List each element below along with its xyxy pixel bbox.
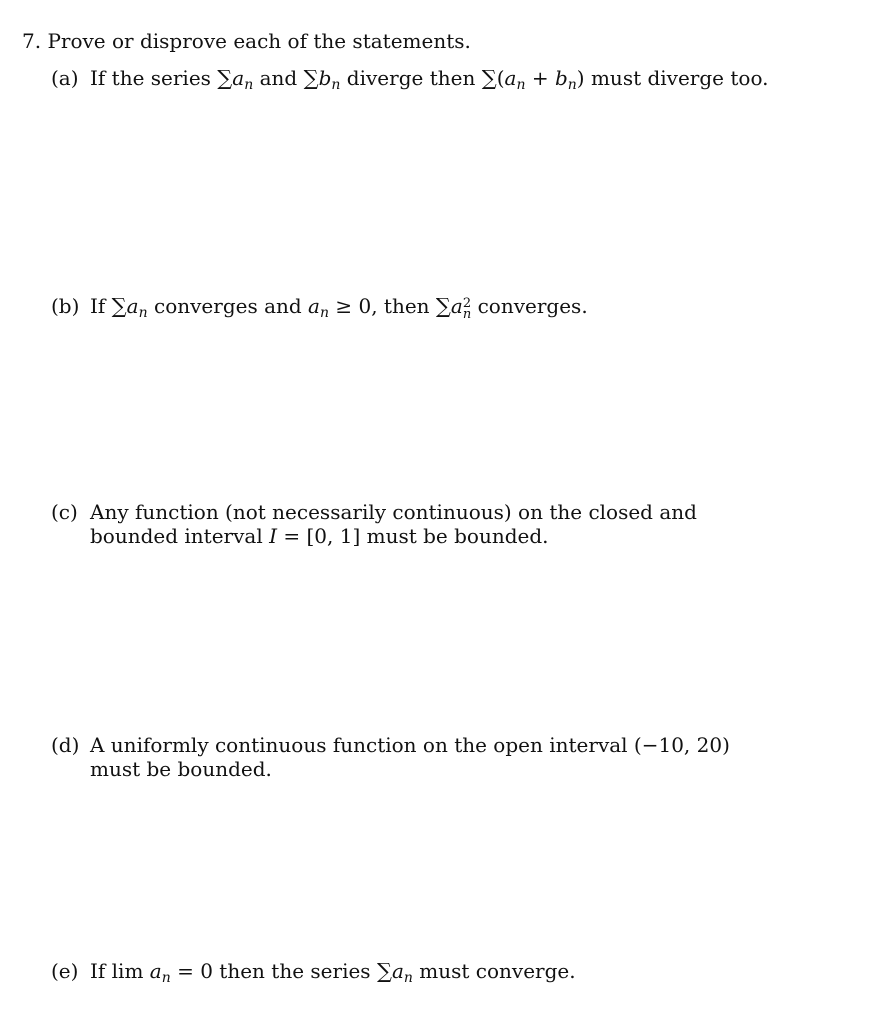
open-paren: ( (496, 66, 505, 90)
part-c-label: (c) (51, 500, 78, 524)
var-a: a (126, 294, 139, 318)
sum-symbol: ∑ (376, 959, 392, 983)
sum-symbol: ∑ (481, 66, 497, 90)
part-a-label: (a) (51, 66, 79, 90)
subscript-n: n (462, 307, 472, 322)
sum-symbol: ∑ (217, 66, 233, 90)
subscript-n: n (567, 77, 577, 93)
var-a: a (149, 959, 162, 983)
close-paren: ) (576, 66, 585, 90)
part-e-text-2: = 0 then the series (170, 959, 371, 983)
part-a-text-2: and (259, 66, 298, 90)
part-d-label: (d) (51, 733, 80, 757)
subscript-n: n (516, 77, 526, 93)
part-e-text-3: must converge. (419, 959, 576, 983)
sup-sub (463, 298, 471, 320)
part-c-statement (90, 500, 771, 548)
part-e (51, 959, 771, 986)
part-d (51, 733, 771, 781)
part-b-text-2: converges and (154, 294, 302, 318)
sum-symbol: ∑ (303, 66, 319, 90)
part-a-text-3: diverge then (346, 66, 476, 90)
part-c-text-1: Any function (not necessarily continuous) on the closed and bounded interval (90, 500, 697, 548)
var-a: a (232, 66, 245, 90)
part-c-text-2: = [0, 1] must be bounded. (277, 524, 549, 548)
part-b-text-3: converges. (477, 294, 588, 318)
var-b: b (318, 66, 332, 90)
subscript-n: n (331, 77, 341, 93)
problem-instruction: Prove or disprove each of the statements. (47, 29, 471, 53)
part-a (51, 66, 771, 93)
subscript-n: n (138, 305, 148, 321)
var-a: a (450, 294, 463, 318)
part-e-label: (e) (51, 959, 79, 983)
problem-number: 7. (22, 29, 42, 53)
part-b-statement (90, 294, 771, 320)
subscript-n: n (319, 305, 330, 321)
part-d-statement: A uniformly continuous function on the open interval (−10, 20) must be bounded. (90, 733, 730, 781)
part-a-text-4: must diverge too. (590, 66, 769, 90)
part-e-statement (90, 959, 771, 986)
part-e-text-1: If lim (90, 959, 144, 983)
part-a-statement (90, 66, 771, 93)
var-a: a (504, 66, 517, 90)
part-c (51, 500, 771, 548)
part-b-text-1: If (90, 294, 106, 318)
var-I: I (269, 524, 277, 548)
subscript-n: n (161, 970, 171, 986)
plus-sign: + (525, 66, 555, 90)
geq-zero: ≥ 0, then (329, 294, 436, 318)
sum-symbol: ∑ (111, 294, 127, 318)
part-b (51, 294, 771, 320)
subscript-n: n (244, 77, 254, 93)
sum-symbol: ∑ (435, 294, 451, 318)
superscript-2: 2 (462, 296, 472, 311)
var-a: a (391, 959, 404, 983)
part-a-text-1: If the series (90, 66, 211, 90)
problem-header (22, 28, 471, 54)
part-b-label: (b) (51, 294, 80, 318)
var-b: b (554, 66, 568, 90)
var-a: a (308, 294, 320, 318)
subscript-n: n (403, 970, 413, 986)
